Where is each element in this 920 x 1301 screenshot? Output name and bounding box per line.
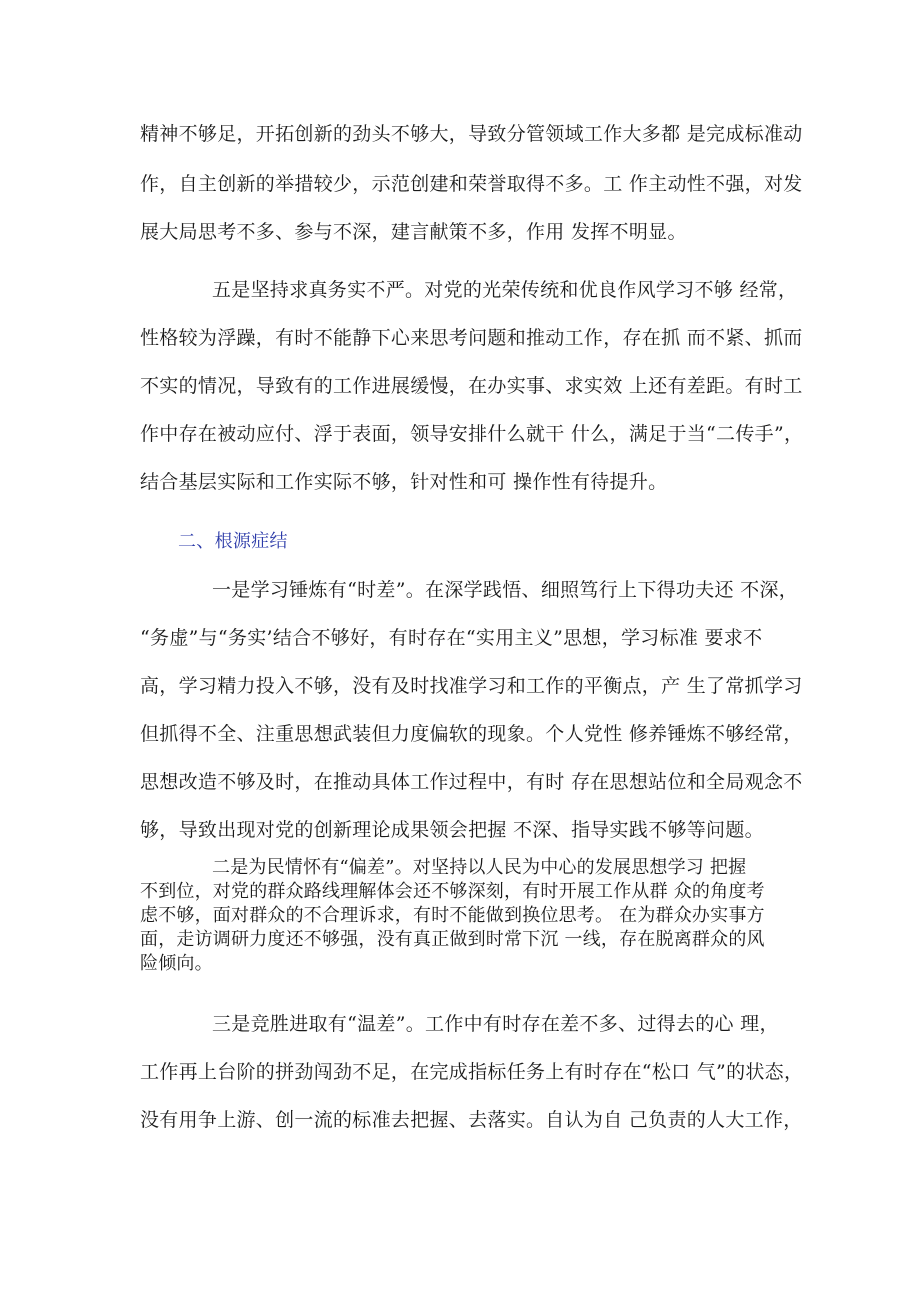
text-line: 性格较为浮躁，有时不能静下心来思考问题和推动工作，存在抓 而不紧、抓而: [140, 327, 803, 349]
text-line: 够，导致出现对党的创新理论成果领会把握 不深、指导实践不够等问题。: [140, 819, 764, 841]
text-line: 三是竞胜进取有“温差”。工作中有时存在差不多、过得去的心 理，: [212, 1013, 779, 1035]
text-line: 不到位，对党的群众路线理解体会还不够深刻，有时开展工作从群 众的角度考: [140, 881, 765, 902]
text-line: 不实的情况，导致有的工作进展缓慢，在办实事、求实效 上还有差距。有时工: [140, 375, 803, 397]
text-line: 结合基层实际和工作实际不够，针对性和可 操作性有待提升。: [140, 471, 668, 493]
text-line: 精神不够足，开拓创新的劲头不够大，导致分管领域工作大多都 是完成标准动: [140, 123, 803, 145]
text-line: 没有用争上游、创一流的标准去把握、去落实。自认为自 己负责的人大工作，: [140, 1109, 803, 1131]
text-line: 险倾向。: [140, 953, 213, 974]
text-line: 作中存在被动应付、浮于表面，领导安排什么就干 什么，满足于当“二传手”，: [140, 423, 804, 445]
text-line: 五是坚持求真务实不严。对党的光荣传统和优良作风学习不够 经常，: [212, 279, 798, 301]
text-line: 虑不够，面对群众的不合理诉求，有时不能做到换位思考。 在为群众办实事方: [140, 905, 765, 926]
text-line: 展大局思考不多、参与不深，建言献策不多，作用 发挥不明显。: [140, 221, 687, 243]
text-line: 高，学习精力投入不够，没有及时找准学习和工作的平衡点，产 生了常抓学习: [140, 675, 803, 697]
text-line: 但抓得不全、注重思想武装但力度偏软的现象。个人党性 修养锤炼不够经常，: [140, 723, 803, 745]
section-heading: 二、根源症结: [178, 531, 288, 552]
text-line: 作，自主创新的举措较少，示范创建和荣誉取得不多。工 作主动性不强，对发: [140, 173, 803, 195]
text-line: 工作再上台阶的拼劲闯劲不足，在完成指标任务上有时存在“松口 气”的状态，: [140, 1061, 804, 1083]
text-line: 一是学习锤炼有“时差”。在深学践悟、细照笃行上下得功夫还 不深，: [212, 579, 799, 601]
text-line: 思想改造不够及时，在推动具体工作过程中，有时 存在思想站位和全局观念不: [140, 771, 803, 793]
text-line: “务虚”与“务实’结合不够好，有时存在“实用主义”思想，学习标准 要求不: [140, 627, 763, 649]
text-line: 面，走访调研力度还不够强，没有真正做到时常下沉 一线，存在脱离群众的风: [140, 929, 765, 950]
text-line: 二是为民情怀有“偏差”。对坚持以人民为中心的发展思想学习 把握: [212, 857, 747, 878]
